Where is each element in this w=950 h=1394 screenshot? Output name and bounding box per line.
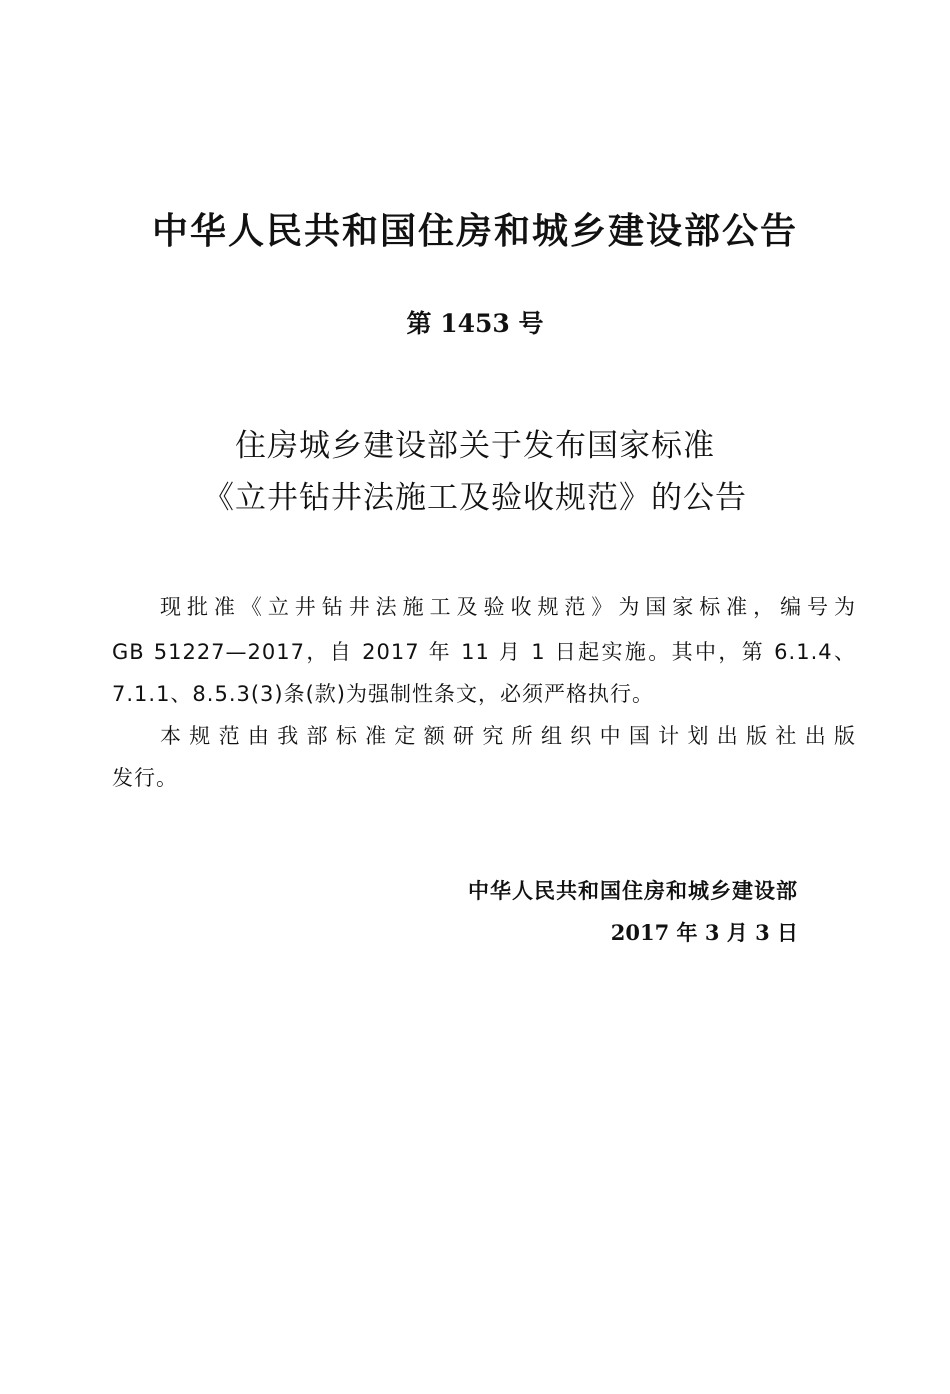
body-paragraph-1-line-1: 现批准《立井钻井法施工及验收规范》为国家标准，编号为: [160, 595, 856, 619]
body-paragraph-2-line-1: 本规范由我部标准定额研究所组织中国计划出版社出版: [160, 724, 856, 748]
subtitle-line-2: 《立井钻井法施工及验收规范》的公告: [203, 480, 747, 516]
issue-number: 第 1453 号: [406, 309, 544, 338]
page-title: 中华人民共和国住房和城乡建设部公告: [151, 211, 798, 252]
body-paragraph-1-line-2: GB 51227—2017，自 2017 年 11 月 1 日起实施。其中，第 6.1.4、: [112, 640, 856, 664]
body-paragraph-2-line-2: 发行。: [112, 766, 178, 790]
body-paragraph-1-line-3: 7.1.1、8.5.3(3)条(款)为强制性条文，必须严格执行。: [112, 682, 654, 706]
subtitle-line-1: 住房城乡建设部关于发布国家标准: [235, 428, 715, 464]
signature-organization: 中华人民共和国住房和城乡建设部: [468, 879, 798, 903]
signature-date: 2017 年 3 月 3 日: [610, 920, 798, 945]
